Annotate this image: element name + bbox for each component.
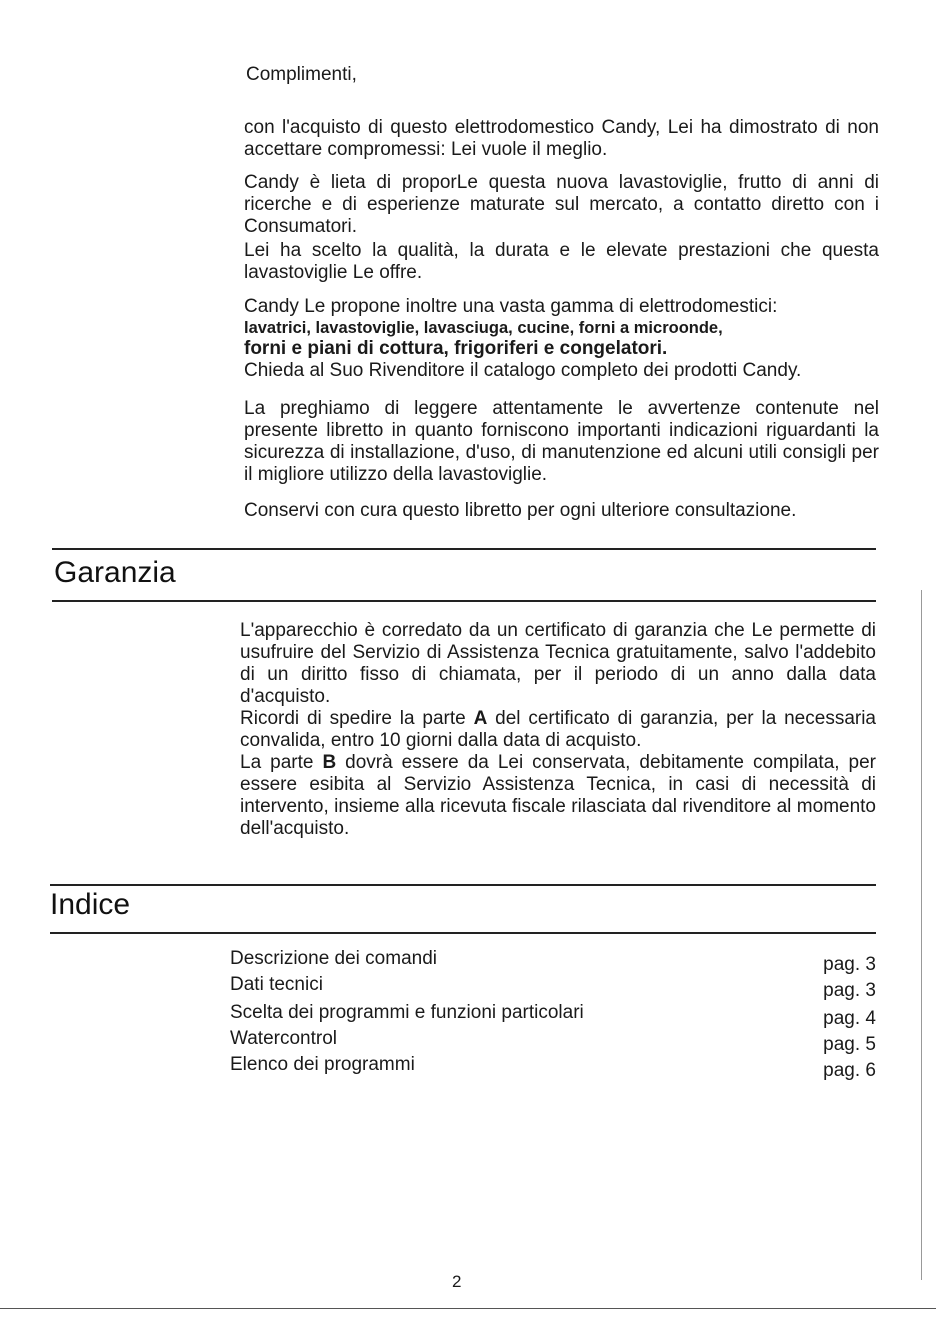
scan-edge-bottom — [0, 1308, 936, 1309]
garanzia-p2-text-c: del certificato di garanzia, per la necessaria convalida, entro 10 giorni dalla data di acquisto. — [240, 708, 876, 751]
index-item-title: Scelta dei programmi e funzioni particolari — [230, 1002, 584, 1023]
garanzia-body — [240, 620, 876, 840]
garanzia-p3-text-c: dovrà essere da Lei conservata, debitamente compilata, per essere esibita al Servizio Assistenza Tecnica, in casi di necessità di intervento, insieme alla ricevuta fiscale rilasciata dal rivenditore al momento dell'acquisto. — [240, 752, 877, 839]
products-line-2: forni e piani di cottura, frigoriferi e congelatori. — [244, 338, 668, 359]
scan-edge-right — [921, 590, 922, 1280]
products-intro: Candy Le propone inoltre una vasta gamma di elettrodomestici: — [244, 296, 778, 317]
index-item-page: pag. 5 — [823, 1034, 876, 1055]
index-item-page: pag. 3 — [823, 954, 876, 975]
index-item — [230, 974, 876, 1000]
catalog-request: Chieda al Suo Rivenditore il catalogo completo dei prodotti Candy. — [244, 360, 802, 381]
intro-paragraph-6: Conservi con cura questo libretto per ogni ulteriore consultazione. — [244, 500, 797, 521]
divider-bottom-garanzia — [52, 600, 876, 602]
index-item — [230, 1002, 876, 1028]
section-title-indice: Indice — [50, 888, 131, 921]
intro-paragraph-1: con l'acquisto di questo elettrodomestico Candy, Lei ha dimostrato di non accettare compromessi: Lei vuole il meglio. — [244, 117, 879, 160]
intro-paragraph-3: Lei ha scelto la qualità, la durata e le elevate prestazioni che questa lavastoviglie Le offre. — [244, 240, 879, 283]
divider-top-garanzia — [52, 548, 876, 550]
index-item — [230, 1028, 876, 1054]
intro-paragraph-5: La preghiamo di leggere attentamente le avvertenze contenute nel presente libretto in quanto forniscono importanti indicazioni riguardanti la sicurezza di installazione, d'uso, di manutenzione ed alcuni utili consigli per il migliore utilizzo della lavastoviglie. — [244, 398, 879, 485]
products-line-1: lavatrici, lavastoviglie, lavasciuga, cucine, forni a microonde, — [244, 319, 723, 337]
garanzia-paragraph-3 — [240, 752, 876, 840]
divider-bottom-indice — [50, 932, 876, 934]
part-b-label: B — [322, 752, 337, 773]
intro-paragraph-4 — [244, 296, 879, 382]
index-item-page: pag. 4 — [823, 1008, 876, 1029]
greeting: Complimenti, — [246, 64, 357, 85]
garanzia-paragraph-1: L'apparecchio è corredato da un certificato di garanzia che Le permette di usufruire del Servizio di Assistenza Tecnica gratuitamente, salvo l'addebito di un diritto fisso di chiamata, per il periodo di un anno dalla data d'acquisto. — [240, 620, 876, 707]
divider-top-indice — [50, 884, 876, 886]
index-item-title: Descrizione dei comandi — [230, 948, 437, 969]
section-title-garanzia: Garanzia — [54, 556, 176, 589]
index-item-title: Watercontrol — [230, 1028, 337, 1049]
index-item — [230, 1054, 876, 1080]
part-a-label: A — [473, 708, 488, 729]
garanzia-paragraph-2 — [240, 708, 876, 752]
index-item-page: pag. 3 — [823, 980, 876, 1001]
index-item-title: Elenco dei programmi — [230, 1054, 415, 1075]
index-item-title: Dati tecnici — [230, 974, 323, 995]
page-number: 2 — [452, 1272, 462, 1291]
intro-paragraph-2: Candy è lieta di proporLe questa nuova lavastoviglie, frutto di anni di ricerche e di esperienze maturate sul mercato, a contatto diretto con i Consumatori. — [244, 172, 879, 237]
garanzia-p2-text-a: Ricordi di spedire la parte — [240, 708, 474, 729]
index-item — [230, 948, 876, 974]
index-item-page: pag. 6 — [823, 1060, 876, 1081]
garanzia-p3-text-a: La parte — [240, 752, 323, 773]
